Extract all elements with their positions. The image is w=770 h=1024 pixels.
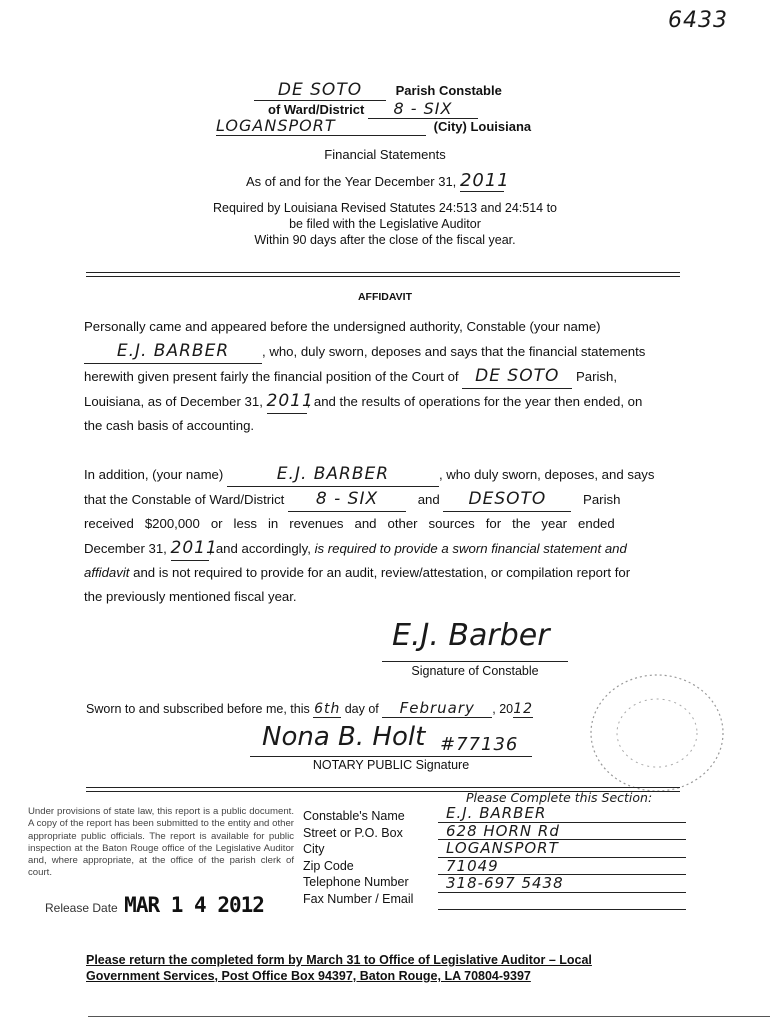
top-divider — [86, 272, 680, 273]
release-date-stamp: MAR 1 4 2012 — [124, 893, 264, 917]
release-date-label: Release Date — [45, 901, 118, 915]
financial-statements-title: Financial Statements — [324, 147, 446, 162]
notary-number: #77136 — [440, 734, 519, 755]
public-document-disclaimer: Under provisions of state law, this report is a public document. A copy of the report has been submitted to the entity and other appropriate public officials. The report is available for public inspection at the Baton Rouge office of the Legislative Auditor and, where appropriate, at the office of the parish clerk of court. — [28, 806, 294, 879]
notary-public-label: NOTARY PUBLIC Signature — [312, 758, 470, 772]
return-line-1: Please return the completed form by March 31 to Office of Legislative Auditor – Local — [86, 953, 592, 967]
label-street: Street or P.O. Box — [303, 825, 403, 840]
ward-label: of Ward/District — [268, 102, 365, 117]
notary-signature-line — [250, 756, 532, 757]
header-line-city — [216, 116, 531, 136]
p1-line-3 — [84, 364, 680, 389]
value-street: 628 HORN Rd — [438, 823, 686, 841]
p2-text-e: Parish — [583, 492, 621, 507]
please-complete-label: Please Complete this Section: — [466, 790, 653, 805]
requirement-line-3: Within 90 days after the close of the fiscal year. — [254, 233, 516, 247]
label-city: City — [303, 842, 325, 856]
p2-line-6: the previously mentioned fiscal year. — [84, 589, 297, 604]
release-date-row — [45, 893, 264, 917]
parish-name: DE SOTO — [254, 80, 386, 101]
sworn-text-c: , 20 — [492, 702, 514, 716]
document-number: 6433 — [668, 8, 728, 33]
affidavit-paragraph-2 — [84, 462, 680, 609]
value-telephone: 318-697 5438 — [438, 875, 686, 893]
sworn-text-b: day of — [344, 702, 379, 716]
value-fax-email — [438, 893, 686, 911]
p1-line-1: Personally came and appeared before the undersigned authority, Constable (your name) — [84, 319, 601, 334]
p2-text-j: affidavit — [84, 565, 130, 580]
p2-text-a: In addition, (your name) — [84, 467, 224, 482]
requirement-line-1: Required by Louisiana Revised Statutes 24:513 and 24:514 to — [213, 201, 557, 215]
affidavit-paragraph-1 — [84, 315, 680, 438]
p2-text-h: , and accordingly, — [208, 541, 311, 556]
contact-field-labels — [303, 808, 413, 907]
label-constable-name: Constable's Name — [303, 809, 405, 823]
p2-text-d: and — [417, 492, 440, 507]
signature-of-constable-label: Signature of Constable — [411, 664, 539, 678]
ward-district: 8 - SIX — [288, 487, 406, 512]
p1-text-b: , who, duly sworn, deposes and says that the financial statements — [262, 344, 646, 359]
label-fax-email: Fax Number / Email — [303, 891, 414, 906]
sworn-line — [86, 699, 533, 718]
p1-line-2 — [84, 339, 680, 364]
p1-line-4 — [84, 389, 680, 414]
notary-signature: Nona B. Holt — [262, 722, 426, 752]
parish-constable-label: Parish Constable — [395, 83, 502, 98]
court-name: DE SOTO — [462, 364, 572, 389]
p2-line-5 — [84, 561, 680, 585]
sworn-day: 6th — [314, 701, 341, 717]
constable-name-2: E.J. BARBER — [227, 462, 439, 487]
p2-text-c: that the Constable of Ward/District — [84, 492, 285, 507]
bottom-edge-rule — [88, 1016, 770, 1017]
ward-value: 8 - SIX — [368, 99, 478, 119]
contact-field-values — [438, 805, 686, 910]
return-instructions — [86, 952, 592, 984]
p1-text-c: herewith given present fairly the financial position of the Court of — [84, 369, 459, 384]
city-value: LOGANSPORT — [216, 116, 426, 136]
requirement-text — [0, 200, 770, 248]
affidavit-title: AFFIDAVIT — [357, 291, 413, 303]
constable-signature: E.J. Barber — [392, 618, 550, 653]
label-zip: Zip Code — [303, 858, 354, 873]
constable-signature-line — [382, 661, 568, 662]
value-constable-name: E.J. BARBER — [438, 805, 686, 823]
sworn-text-a: Sworn to and subscribed before me, this — [86, 702, 310, 716]
p2-text-b: , who duly sworn, deposes, and says — [438, 467, 655, 482]
p2-year: 2011 — [171, 536, 209, 561]
sworn-year: 12 — [513, 701, 534, 717]
p2-text-i: is required to provide a sworn financial statement and — [314, 541, 627, 556]
p1-text-e: Louisiana, as of December 31, — [84, 394, 263, 409]
bottom-divider — [86, 787, 680, 788]
value-zip: 71049 — [438, 858, 686, 876]
p2-line-4 — [84, 536, 680, 561]
value-city: LOGANSPORT — [438, 840, 686, 858]
city-label: (City) Louisiana — [433, 119, 532, 134]
label-telephone: Telephone Number — [303, 875, 409, 889]
p1-year: 2011 — [267, 389, 307, 414]
year-label: As of and for the Year December 31, — [246, 174, 457, 189]
year-value: 2011 — [459, 170, 510, 191]
p1-text-f: , and the results of operations for the year then ended, on — [306, 394, 643, 409]
p2-line-3: received $200,000 or less in revenues and other sources for the year ended — [84, 516, 615, 531]
p1-text-d: Parish, — [575, 369, 617, 384]
notary-seal-icon — [582, 665, 732, 800]
p2-line-2 — [84, 487, 680, 512]
p2-text-k: and is not required to provide for an audit, review/attestation, or compilation report for — [133, 565, 631, 580]
year-line — [246, 170, 510, 192]
header-line-parish — [254, 80, 502, 101]
parish-name-2: DESOTO — [443, 487, 571, 512]
top-divider-2 — [86, 276, 680, 277]
p2-text-g: December 31, — [84, 541, 167, 556]
p1-line-5: the cash basis of accounting. — [84, 418, 255, 433]
sworn-month: February — [382, 699, 492, 718]
p2-line-1 — [84, 462, 680, 487]
return-line-2: Government Services, Post Office Box 94397, Baton Rouge, LA 70804-9397 — [86, 969, 531, 983]
requirement-line-2: be filed with the Legislative Auditor — [289, 217, 481, 231]
constable-name: E.J. BARBER — [84, 339, 262, 364]
